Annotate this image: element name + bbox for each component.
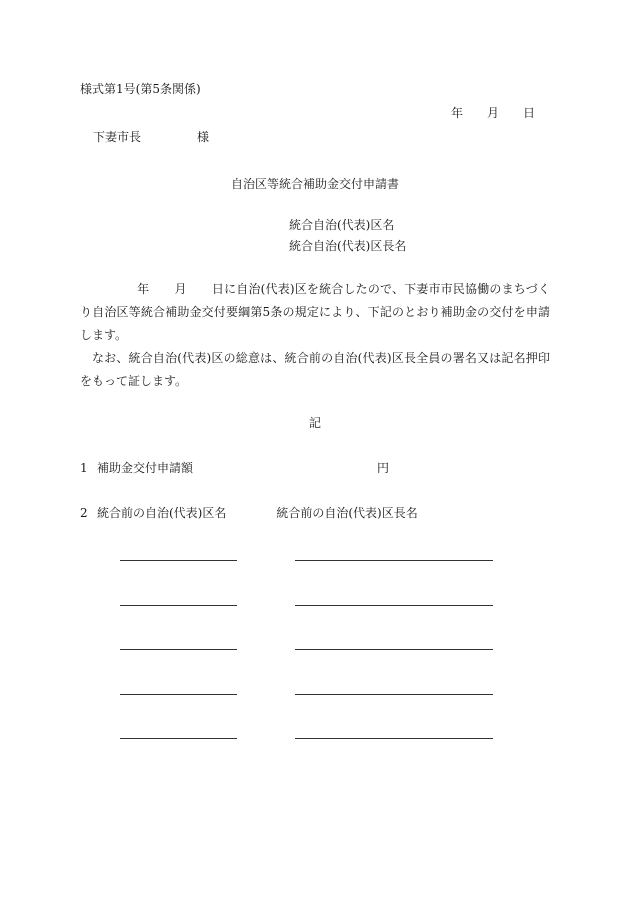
item-2 xyxy=(80,504,418,521)
district-name-blank-line xyxy=(120,738,237,739)
date-year-label: 年 xyxy=(451,106,464,120)
body-paragraph-2: なお、統合自治(代表)区の総意は、統合前の自治(代表)区長全員の署名又は記名押印をもって証します。 xyxy=(80,351,550,388)
chief-name-blank-line xyxy=(295,605,493,606)
date-month-label: 月 xyxy=(487,106,500,120)
chief-name-blank-line xyxy=(295,738,493,739)
item-1 xyxy=(80,459,400,476)
form-number: 様式第1号(第5条関係) xyxy=(80,82,201,96)
date-day-label: 日 xyxy=(523,106,536,120)
item-2-col1-label: 統合前の自治(代表)区名 xyxy=(97,506,227,520)
district-name-blank-line xyxy=(120,694,237,695)
document-title: 自治区等統合補助金交付申請書 xyxy=(230,177,399,191)
body-text xyxy=(80,278,550,393)
body-paragraph-1 xyxy=(80,278,550,347)
item-1-number: 1 xyxy=(80,461,88,475)
body-year-label: 年 xyxy=(137,282,150,296)
addressee-honorific: 様 xyxy=(197,130,210,144)
addressee xyxy=(93,128,209,145)
district-name-blank-line xyxy=(120,605,237,606)
district-name-blank-line xyxy=(120,560,237,561)
date-line xyxy=(451,104,535,121)
chief-name-blank-line xyxy=(295,694,493,695)
district-name-blank-line xyxy=(120,649,237,650)
ki-label: 記 xyxy=(308,416,321,430)
item-2-col2-label: 統合前の自治(代表)区長名 xyxy=(276,506,418,520)
chief-name-blank-line xyxy=(295,560,493,561)
district-name-label: 統合自治(代表)区名 xyxy=(289,218,395,232)
item-1-label: 補助金交付申請額 xyxy=(97,461,194,475)
body-month-label: 月 xyxy=(174,282,187,296)
addressee-name: 下妻市長 xyxy=(93,130,142,144)
body-paragraph-1-text: 日に自治(代表)区を統合したので、下妻市市民協働のまちづくり自治区等統合補助金交付要綱第5条の規定により、下記のとおり補助金の交付を申請します。 xyxy=(80,282,550,342)
item-1-unit: 円 xyxy=(377,461,390,475)
applicant-block xyxy=(289,215,406,257)
item-2-number: 2 xyxy=(80,506,88,520)
chief-name-label: 統合自治(代表)区長名 xyxy=(289,239,407,253)
chief-name-blank-line xyxy=(295,649,493,650)
